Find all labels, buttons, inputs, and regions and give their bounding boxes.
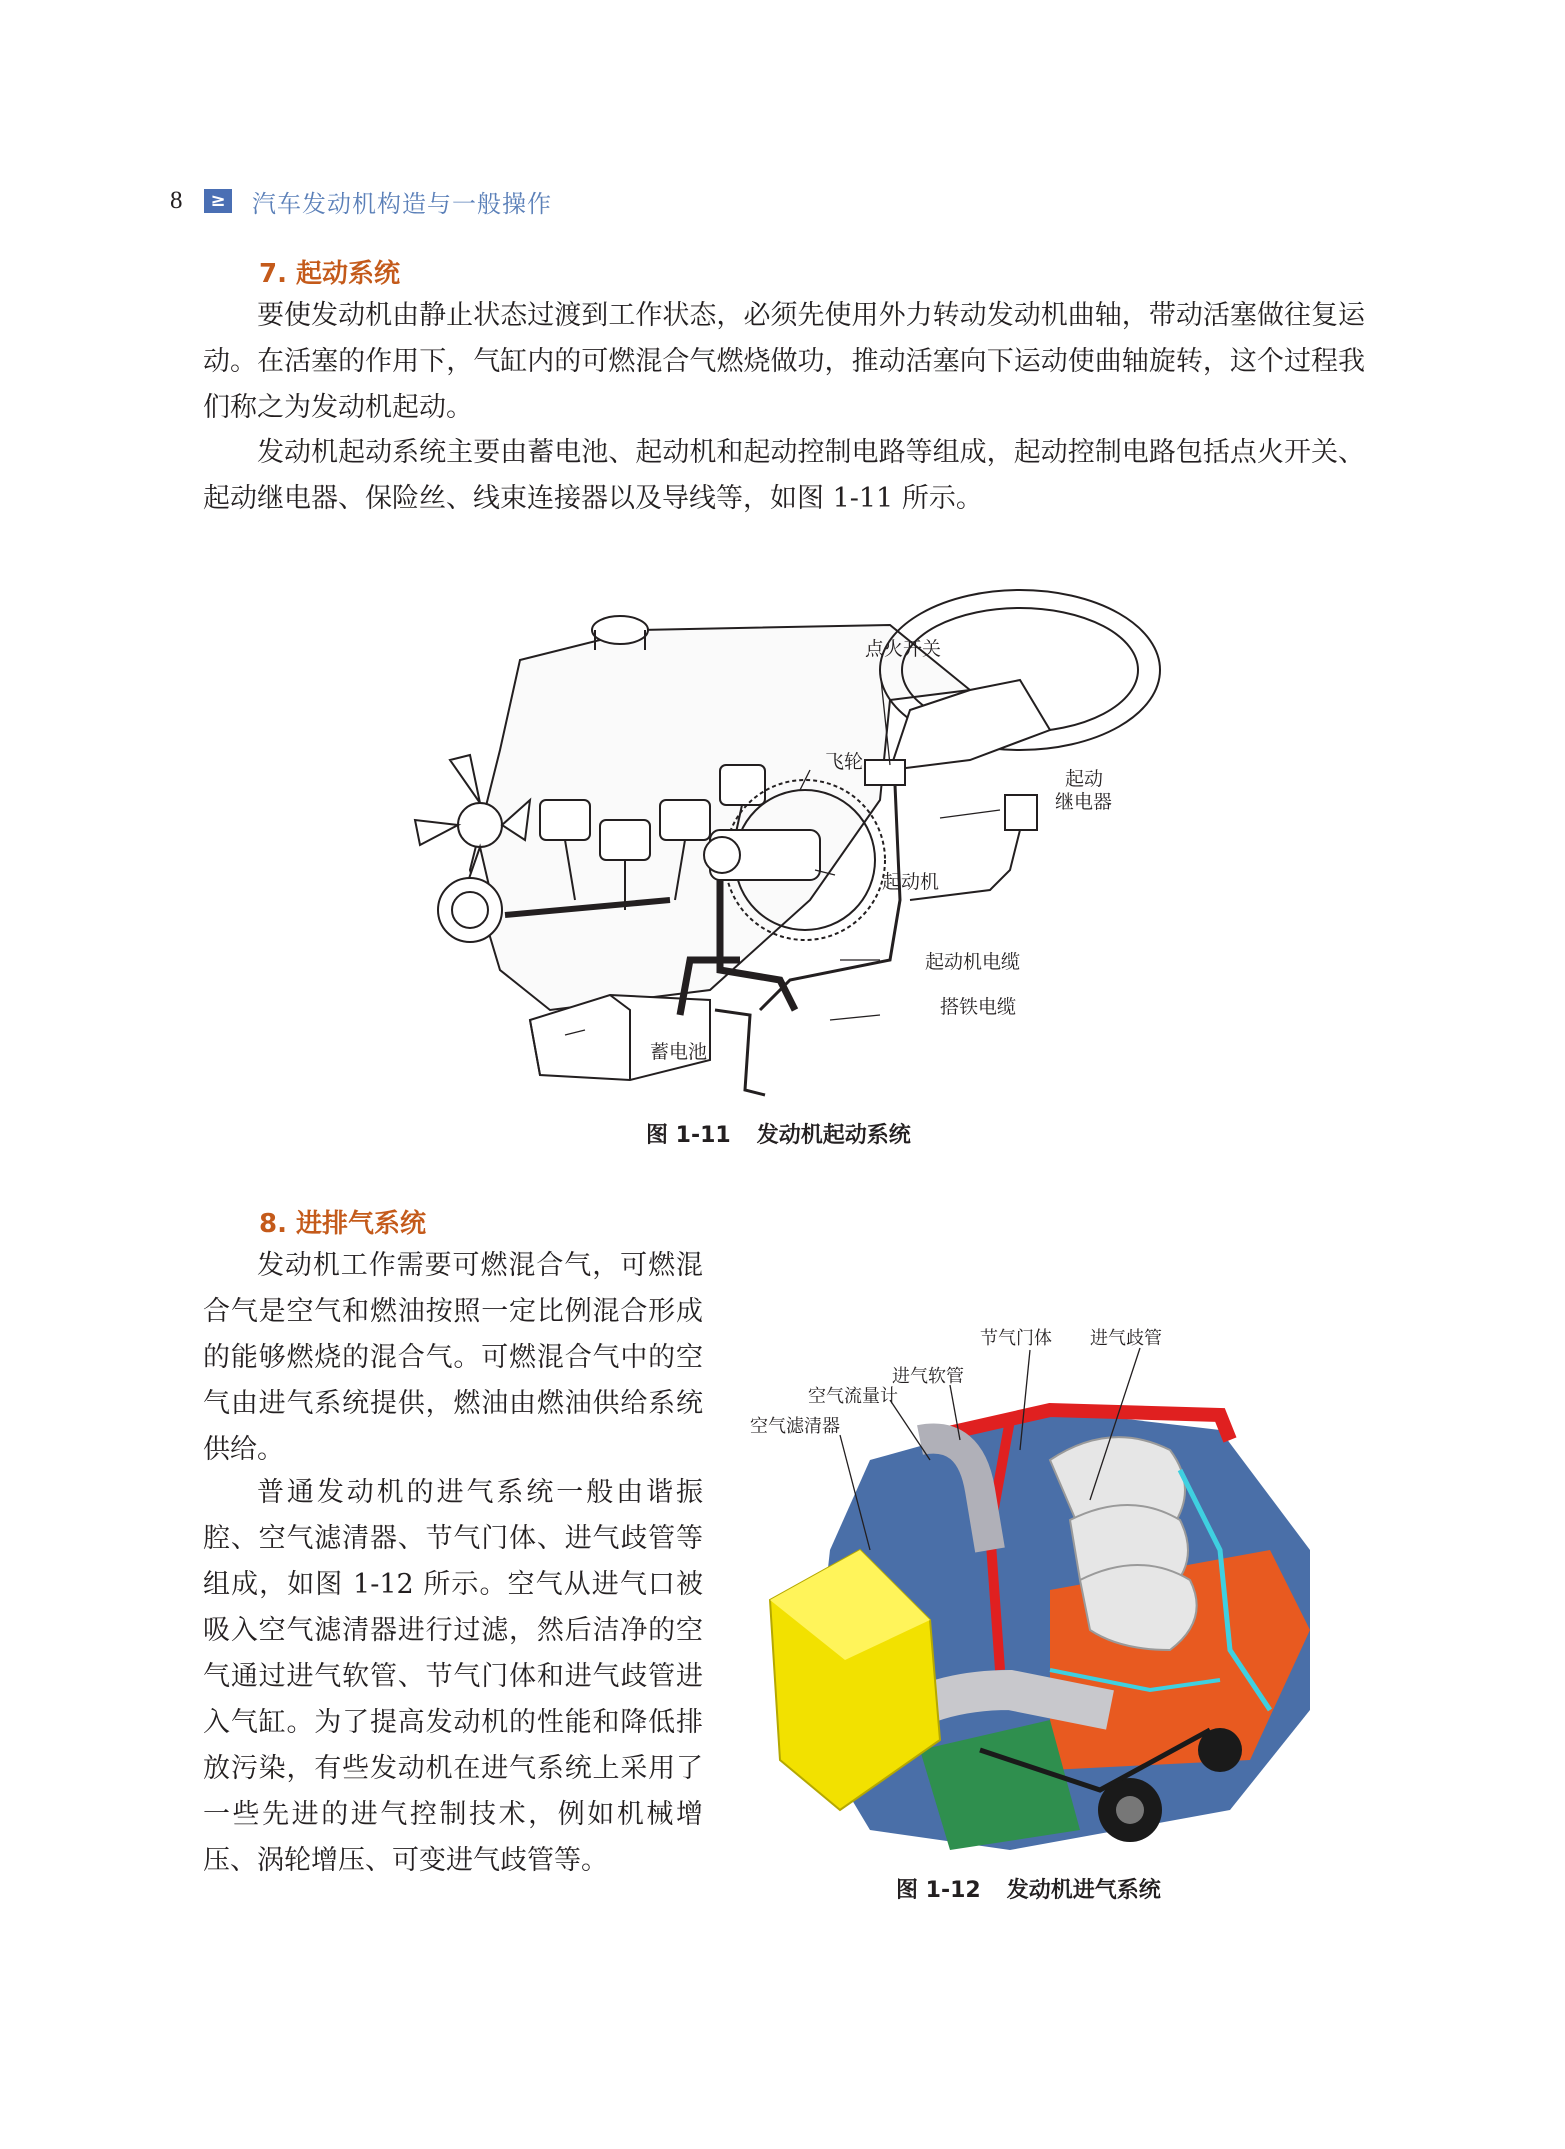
label-throttle-body: 节气门体: [980, 1328, 1052, 1349]
label-battery: 蓄电池: [650, 1041, 708, 1063]
label-relay-line2: 继电器: [1055, 791, 1113, 813]
paragraph-intake-1: 发动机工作需要可燃混合气，可燃混合气是空气和燃油按照一定比例混合形成的能够燃烧的混合气。可燃混合气中的空气由进气系统提供，燃油由燃油供给系统供给。: [203, 1250, 703, 1465]
figure-starting-system-diagram: [410, 570, 1190, 1100]
paragraph-starting-1: 要使发动机由静止状态过渡到工作状态，必须先使用外力转动发动机曲轴，带动活塞做往复运动。在活塞的作用下，气缸内的可燃混合气燃烧做功，推动活塞向下运动使曲轴旋转，这个过程我们称之为发动机起动。: [203, 300, 1365, 423]
label-starter-cable: 起动机电缆: [925, 951, 1021, 973]
caption-figure-1-11: [646, 1118, 911, 1149]
header-arrow-icon: ≥: [204, 189, 232, 213]
section-title-starting-system: 7. 起动系统: [259, 259, 401, 289]
label-starter: 起动机: [882, 871, 940, 893]
page-number: 8: [170, 187, 183, 214]
label-intake-hose: 进气软管: [892, 1366, 964, 1387]
label-air-filter: 空气滤清器: [750, 1416, 840, 1437]
paragraph-starting-2: 发动机起动系统主要由蓄电池、起动机和起动控制电路等组成，起动控制电路包括点火开关、起动继电器、保险丝、线束连接器以及导线等，如图 1-11 所示。: [203, 437, 1365, 514]
caption-figure-1-12-text: 发动机进气系统: [1006, 1878, 1161, 1903]
label-intake-manifold: 进气歧管: [1090, 1328, 1162, 1349]
label-ignition-switch: 点火开关: [865, 638, 942, 660]
paragraph-intake-2: 普通发动机的进气系统一般由谐振腔、空气滤清器、节气门体、进气歧管等组成，如图 1-12 所示。空气从进气口被吸入空气滤清器进行过滤，然后洁净的空气通过进气软管、节气门体和进气歧管进入气缸。为了提高发动机的性能和降低排放污染，有些发动机在进气系统上采用了一些先进的进气控制技术，例如机械增压、涡轮增压、可变进气歧管等。: [203, 1477, 703, 1876]
label-relay-line1: 起动: [1065, 768, 1104, 790]
caption-figure-1-12-number: 图 1-12: [896, 1878, 981, 1903]
caption-figure-1-11-text: 发动机起动系统: [756, 1123, 911, 1148]
section-title-intake-exhaust: 8. 进排气系统: [259, 1209, 427, 1239]
page-header: [170, 184, 552, 218]
figure-intake-system-image: [750, 1290, 1330, 1870]
label-flywheel: 飞轮: [825, 751, 864, 773]
book-title: 汽车发动机构造与一般操作: [252, 189, 552, 218]
label-ground-cable: 搭铁电缆: [940, 996, 1017, 1018]
label-air-flow-meter: 空气流量计: [808, 1386, 898, 1407]
caption-figure-1-11-number: 图 1-11: [646, 1123, 731, 1148]
caption-figure-1-12: [896, 1873, 1161, 1904]
